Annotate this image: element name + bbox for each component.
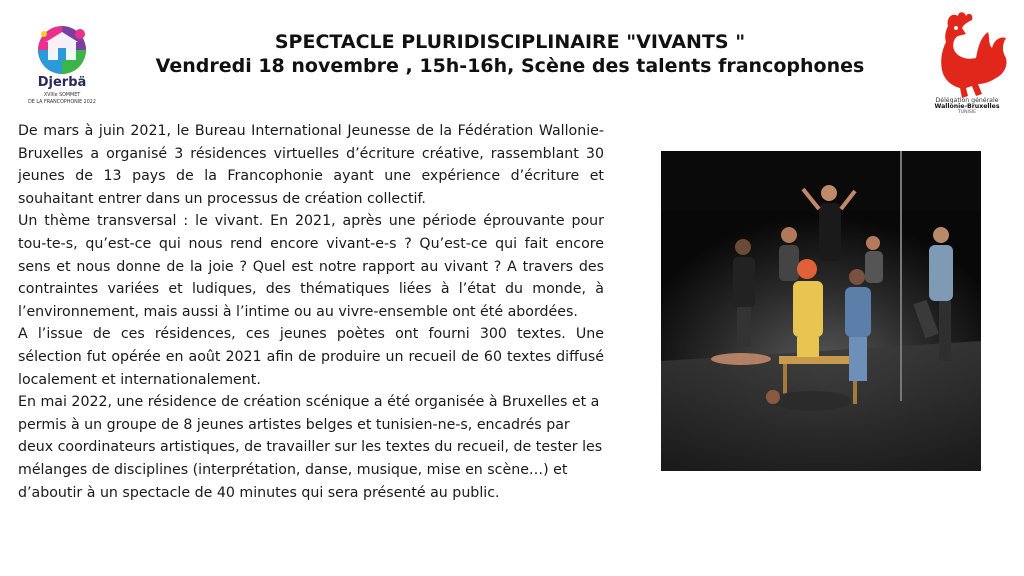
djerba-logo-name: Djerbä [37,75,87,90]
event-date-subtitle: Vendredi 18 novembre , 15h-16h, Scène des talents francophones [155,55,865,77]
djerba-logo-line2: DE LA FRANCOPHONIE 2022 [28,100,96,105]
wb-logo-line1: Délégation générale [935,97,999,104]
djerba-summit-icon [38,26,86,74]
description-text [18,120,604,504]
wb-logo-line2: Wallonie-Bruxelles [934,103,1000,110]
paragraph-residency: En mai 2022, une résidence de création scénique a été organisée à Bruxelles et a permis à un groupe de 8 jeunes artistes belges et tunisien-ne-s, encadrés par deux coordinateurs artistiques, de travailler sur les textes du recueil, de tester les mélanges de disciplines (interprétation, danse, musique, mise en scène…) et d’aboutir à un spectacle de 40 minutes qui sera présenté au public. [18,394,603,501]
paragraph-theme: Un thème transversal : le vivant. En 2021, après une période éprouvante pour tou-te-s, qu’est-ce qui nous rend encore vivant-e-s ? Qu’est-ce qui fait encore sens et nous donne de la joie ? Quel est notre rapport au vivant ? A travers des contraintes variées et ludiques, des thématiques liées à l’état du monde, à l’environnement, mais aussi à l’intime ou au vivre-ensemble ont été abordées. [18,213,604,320]
djerba-logo-line1: XVIIIe SOMMET [43,93,81,98]
troupe-photo [661,151,981,471]
wb-logo-line3: TUNISIE [957,110,977,113]
rooster-icon [941,12,1006,98]
wallonie-bruxelles-logo [918,8,1016,113]
djerba-summit-logo [22,20,102,106]
paragraph-selection: A l’issue de ces résidences, ces jeunes poètes ont fourni 300 textes. Une sélection fut opérée en août 2021 afin de produire un recueil de 60 textes diffusé localement et internationalement. [18,326,604,388]
page-title: SPECTACLE PLURIDISCIPLINAIRE "VIVANTS " [274,31,746,53]
page-header [120,30,900,79]
paragraph-intro: De mars à juin 2021, le Bureau International Jeunesse de la Fédération Wallonie-Bruxelles a organisé 3 résidences virtuelles d’écriture créative, rassemblant 30 jeunes de 13 pays de la Francophonie ayant une expérience d’écriture et souhaitant entrer dans un processus de création collectif. [18,123,604,207]
